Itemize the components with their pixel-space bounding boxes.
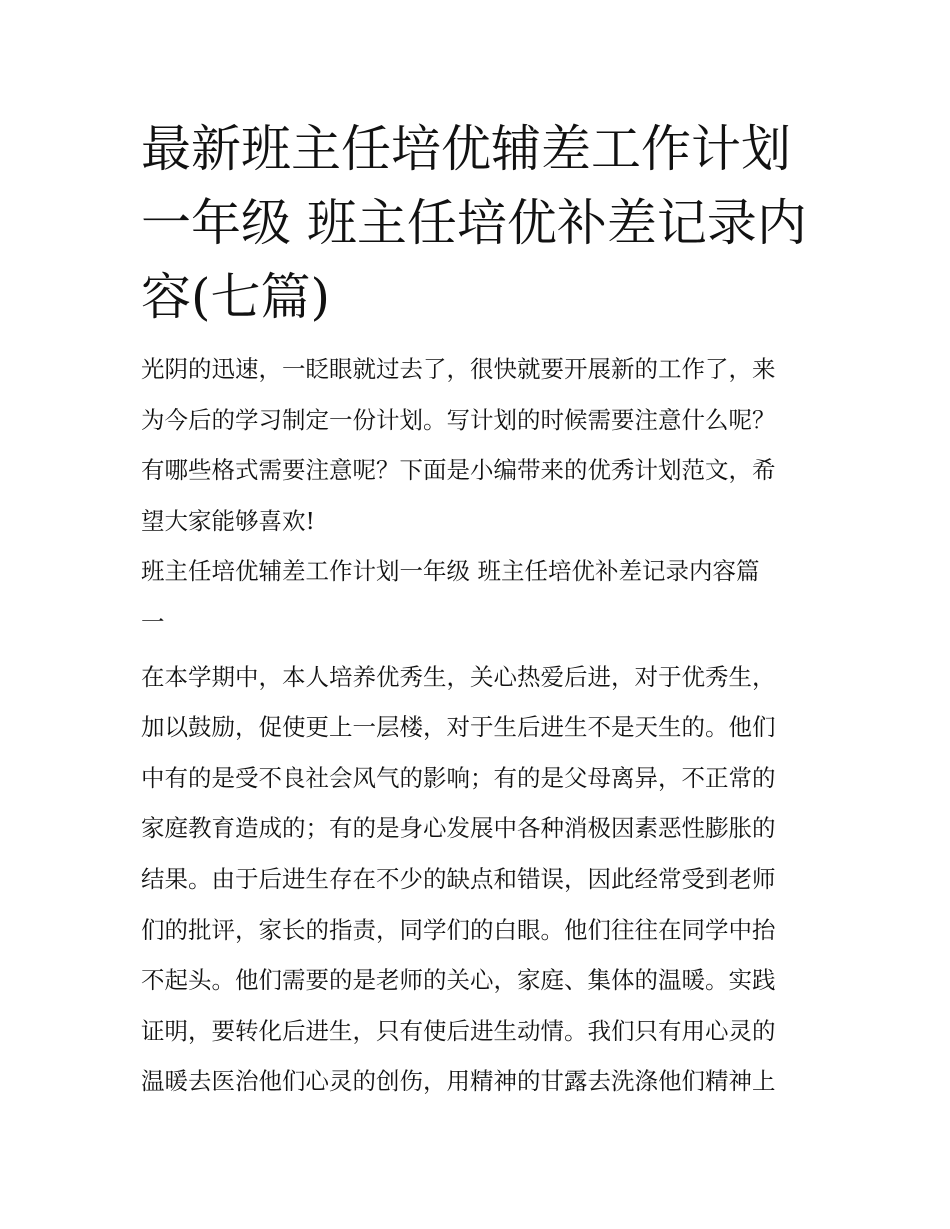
intro-paragraph: [141, 344, 813, 546]
text-line: 为今后的学习制定一份计划。写计划的时候需要注意什么呢？: [141, 405, 776, 434]
text-line: 不起头。他们需要的是老师的关心，家庭、集体的温暖。实践: [141, 966, 776, 995]
text-line: 一: [141, 607, 165, 636]
text-line: 班主任培优辅差工作计划一年级 班主任培优补差记录内容篇: [141, 557, 760, 586]
text-line: 光阴的迅速，一眨眼就过去了，很快就要开展新的工作了，来: [141, 355, 776, 383]
section-heading: [141, 546, 813, 647]
text-line: 家庭教育造成的；有的是身心发展中各种消极因素恶性膨胀的: [141, 814, 776, 843]
text-line: 望大家能够喜欢!: [141, 506, 315, 535]
body-paragraph: [141, 652, 813, 1107]
text-line: 温暖去医治他们心灵的创伤，用精神的甘露去洗涤他们精神上: [141, 1067, 776, 1096]
text-line: 们的批评，家长的指责，同学们的白眼。他们往往在同学中抬: [141, 915, 776, 944]
text-line: 中有的是受不良社会风气的影响；有的是父母离异，不正常的: [141, 763, 776, 792]
text-line: 有哪些格式需要注意呢？下面是小编带来的优秀计划范文，希: [141, 456, 776, 485]
title-line: 最新班主任培优辅差工作计划: [141, 120, 791, 178]
document-title: [141, 112, 813, 334]
text-line: 结果。由于后进生存在不少的缺点和错误，因此经常受到老师: [141, 864, 776, 893]
text-line: 在本学期中，本人培养优秀生，关心热爱后进，对于优秀生，: [141, 662, 776, 691]
text-line: 加以鼓励，促使更上一层楼，对于生后进生不是天生的。他们: [141, 713, 776, 742]
title-line: 容(七篇): [141, 268, 331, 326]
title-line: 一年级 班主任培优补差记录内: [141, 194, 807, 252]
document-content: [141, 112, 813, 1107]
text-line: 证明，要转化后进生，只有使后进生动情。我们只有用心灵的: [141, 1016, 776, 1045]
